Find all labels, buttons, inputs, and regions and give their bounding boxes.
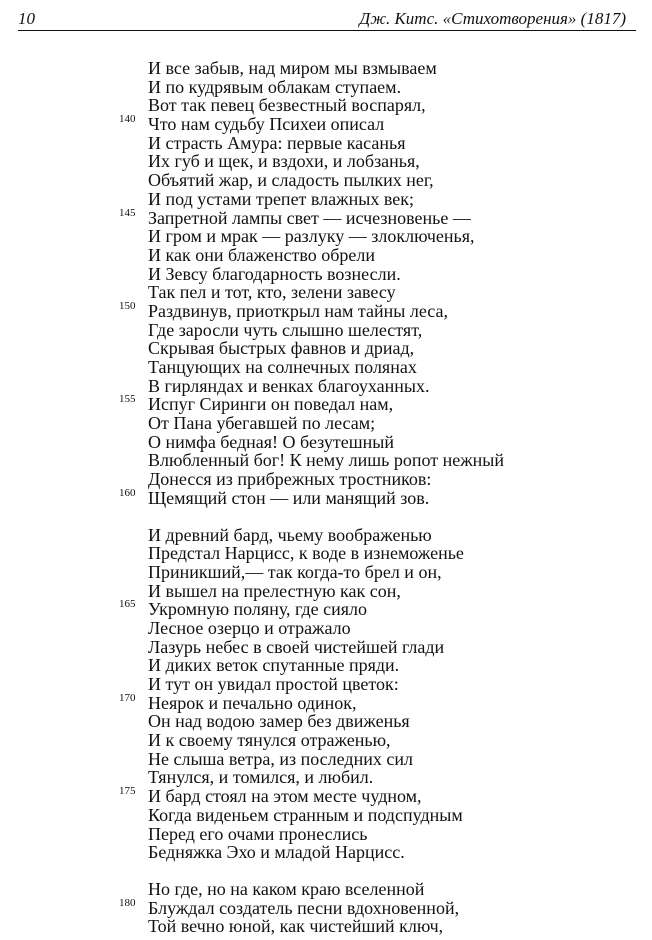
running-head: Дж. Китс. «Стихотворения» (1817) (359, 9, 626, 28)
poem-line (0, 731, 652, 750)
poem-line (0, 843, 652, 862)
line-number: 165 (119, 598, 136, 611)
poem-line (0, 825, 652, 844)
poem-line (0, 206, 652, 228)
poem-line (0, 395, 652, 414)
poem-line (0, 896, 652, 918)
line-text: Вот так певец безвестный воспарял, (148, 95, 426, 116)
poem-line (0, 433, 652, 452)
line-text: Той вечно юной, как чистейший ключ, (148, 916, 444, 937)
poem-line (0, 299, 652, 321)
poem-line (0, 377, 652, 396)
poem-line (0, 451, 652, 470)
poem-line (0, 582, 652, 601)
line-number: 145 (119, 206, 136, 219)
line-text: Щемящий стон — или манящий зов. (148, 487, 430, 508)
line-text: И под устами трепет влажных век; (148, 188, 414, 209)
poem-line (0, 115, 652, 134)
line-text: Влюбленный бог! К нему лишь ропот нежный (148, 450, 505, 471)
line-number: 170 (119, 691, 136, 704)
line-text: Их губ и щек, и вздохи, и лобзанья, (148, 151, 420, 172)
line-text: И по кудрявым облакам ступаем. (148, 76, 402, 97)
line-text: Что нам судьбу Психеи описал (148, 114, 385, 135)
line-text: О нимфа бедная! О безутешный (148, 431, 394, 452)
line-text: Где заросли чуть слышно шелестят, (148, 319, 423, 340)
page-header (18, 6, 636, 31)
line-text: Приникший,— так когда-то брел и он, (148, 561, 442, 582)
poem-line (0, 600, 652, 619)
line-text: Лазурь небес в своей чистейшей глади (148, 636, 445, 657)
line-text: И все забыв, над миром мы взмываем (148, 58, 437, 78)
line-text: Он над водою замер без движенья (148, 711, 410, 732)
poem-line (0, 414, 652, 433)
line-text: Запретной лампы свет — исчезновенье — (148, 207, 471, 228)
line-number: 140 (119, 113, 136, 126)
line-text: И бард стоял на этом месте чудном, (148, 786, 422, 807)
poem-line (0, 358, 652, 377)
line-text: Бедняжка Эхо и младой Нарцисс. (148, 842, 405, 863)
line-text: Объятий жар, и сладость пылких нег, (148, 170, 434, 191)
line-text: И древний бард, чьему воображенью (148, 524, 432, 545)
poem-line (0, 190, 652, 209)
line-text: От Пана убегавшей по лесам; (148, 413, 376, 434)
poem-line (0, 227, 652, 246)
line-number: 160 (119, 486, 136, 499)
stanza (0, 526, 652, 862)
line-text: Испуг Сиринги он поведал нам, (148, 394, 394, 415)
poem-line (0, 283, 652, 302)
poem-line (0, 656, 652, 675)
poem-line (0, 526, 652, 545)
line-number: 155 (119, 393, 136, 406)
poem-line (0, 544, 652, 563)
poem-line (0, 339, 652, 358)
line-text: И как они блаженство обрели (148, 244, 375, 265)
line-text: Предстал Нарцисс, к воде в изнеможенье (148, 543, 464, 564)
line-text: Неярок и печально одинок, (148, 692, 357, 713)
poem-line (0, 691, 652, 713)
line-text: Но где, но на каком краю вселенной (148, 878, 425, 899)
poem-line (0, 880, 652, 899)
line-text: В гирляндах и венках благоуханных. (148, 375, 430, 396)
poem-line (0, 768, 652, 787)
stanza (0, 59, 652, 508)
poem-line (0, 638, 652, 657)
poem-line (0, 486, 652, 508)
line-number: 175 (119, 785, 136, 798)
line-number: 180 (119, 896, 136, 909)
line-text: И гром и мрак — разлуку — злоключенья, (148, 226, 475, 247)
poem-line (0, 675, 652, 694)
poem-line (0, 750, 652, 769)
poem-line (0, 619, 652, 638)
poem-text (0, 59, 652, 936)
page-number: 10 (18, 9, 35, 28)
poem-line (0, 265, 652, 284)
poem-line (0, 96, 652, 115)
line-text: И диких веток спутанные пряди. (148, 655, 400, 676)
poem-line (0, 787, 652, 806)
poem-line (0, 806, 652, 825)
line-text: Лесное озерцо и отражало (148, 617, 351, 638)
line-text: Танцующих на солнечных полянах (148, 357, 417, 377)
stanza (0, 880, 652, 936)
line-text: Скрывая быстрых фавнов и дриад, (148, 338, 415, 359)
line-text: И страсть Амура: первые касанья (148, 132, 406, 153)
line-text: Когда виденьем странным и подспудным (148, 804, 463, 825)
poem-line (0, 134, 652, 153)
line-text: Не слыша ветра, из последних сил (148, 748, 413, 769)
line-number: 150 (119, 299, 136, 312)
line-text: И Зевсу благодарность вознесли. (148, 263, 401, 284)
poem-line (0, 59, 652, 78)
poem-line (0, 246, 652, 265)
line-text: Перед его очами пронеслись (148, 823, 368, 844)
line-text: Донесся из прибрежных тростников: (148, 469, 432, 490)
poem-line (0, 712, 652, 731)
line-text: И тут он увидал простой цветок: (148, 674, 399, 694)
line-text: И к своему тянулся отраженью, (148, 730, 391, 751)
poem-line (0, 917, 652, 936)
line-text: Блуждал создатель песни вдохновенной, (148, 897, 460, 918)
line-text: Так пел и тот, кто, зелени завесу (148, 282, 396, 303)
line-text: Раздвинув, приоткрыл нам тайны леса, (148, 300, 448, 321)
line-text: И вышел на прелестную как сон, (148, 580, 401, 601)
poem-line (0, 563, 652, 582)
line-text: Укромную поляну, где сияло (148, 599, 368, 620)
poem-line (0, 78, 652, 97)
line-text: Тянулся, и томился, и любил. (148, 767, 374, 788)
poem-line (0, 470, 652, 489)
poem-line (0, 152, 652, 171)
poem-line (0, 171, 652, 190)
poem-line (0, 321, 652, 340)
